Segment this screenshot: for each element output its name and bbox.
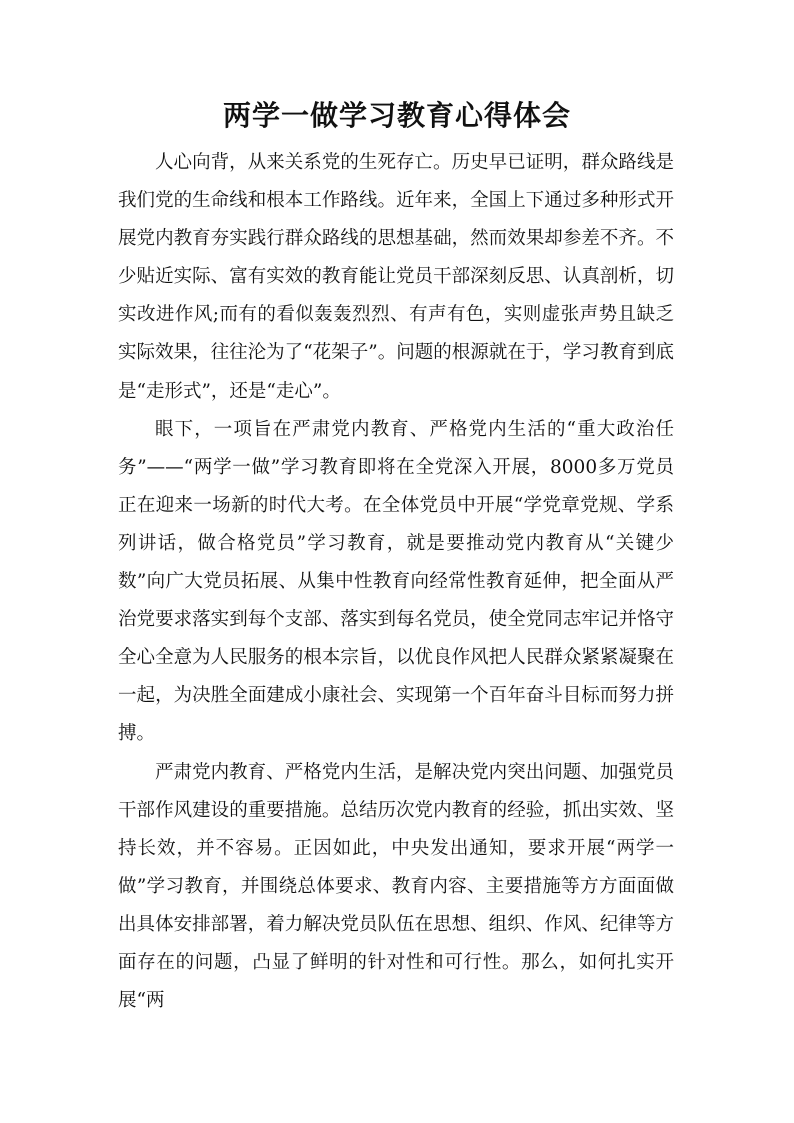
paragraph-1: 人心向背，从来关系党的生死存亡。历史早已证明，群众路线是我们党的生命线和根本工作路线。近年来，全国上下通过多种形式开展党内教育夯实践行群众路线的思想基础，然而效果却参差不齐。不少贴近实际、富有实效的教育能让党员干部深刻反思、认真剖析，切实改进作风;而有的看似轰轰烈烈、有声有色，实则虚张声势且缺乏实际效果，往往沦为了“花架子”。问题的根源就在于，学习教育到底是“走形式”，还是“走心”。 [118,152,674,402]
document-body [118,144,674,1020]
document-title: 两学一做学习教育心得体会 [222,99,571,132]
paragraph-2: 眼下，一项旨在严肃党内教育、严格党内生活的“重大政治任务”——“两学一做”学习教育即将在全党深入开展，8000多万党员正在迎来一场新的时代大考。在全体党员中开展“学党章党规、学系列讲话，做合格党员”学习教育，就是要推动党内教育从“关键少数”向广大党员拓展、从集中性教育向经常性教育延伸，把全面从严治党要求落实到每个支部、落实到每名党员，使全党同志牢记并恪守全心全意为人民服务的根本宗旨，以优良作风把人民群众紧紧凝聚在一起，为决胜全面建成小康社会、实现第一个百年奋斗目标而努力拼搏。 [118,418,674,745]
paragraph-3: 严肃党内教育、严格党内生活，是解决党内突出问题、加强党员干部作风建设的重要措施。总结历次党内教育的经验，抓出实效、坚持长效，并不容易。正因如此，中央发出通知，要求开展“两学一做”学习教育，并围绕总体要求、教育内容、主要措施等方方面面做出具体安排部署，着力解决党员队伍在思想、组织、作风、纪律等方面存在的问题，凸显了鲜明的针对性和可行性。那么，如何扎实开展“两 [118,761,674,1012]
